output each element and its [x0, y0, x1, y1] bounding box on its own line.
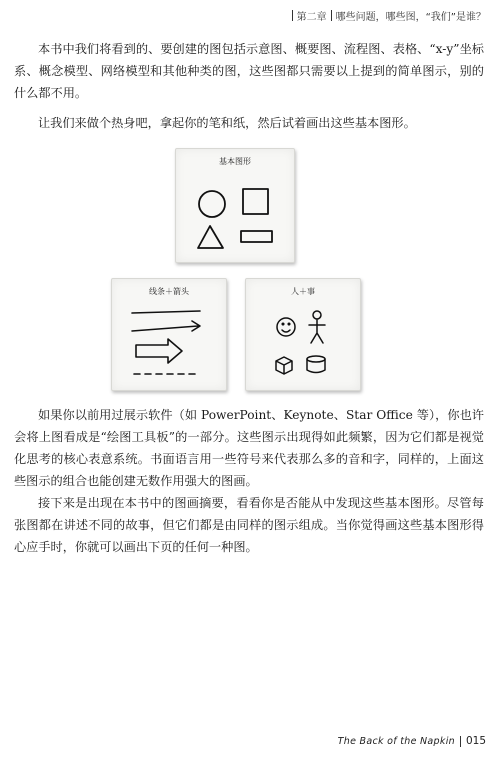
chapter-title: 哪些问题，哪些图，“我们”是谁？ — [335, 12, 486, 23]
basic-shapes-sketch — [176, 149, 294, 262]
body-paragraph: 本书中我们将看到的、要创建的图包括示意图、概要图、流程图、表格、“x-y”坐标系、概念模型、网络模型和其他种类的图，这些图都只需要以上提到的简单图示，别的什么都不用。 — [14, 42, 484, 100]
triangle-shape — [198, 226, 223, 248]
running-header — [292, 8, 486, 23]
block-arrow-sketch — [136, 339, 182, 363]
cylinder-sketch — [307, 356, 325, 373]
napkin-title: 人＋事 — [291, 287, 315, 296]
napkin-basic-shapes — [175, 148, 295, 263]
running-footer — [338, 735, 486, 747]
body-paragraph: 接下来是出现在本书中的图画摘要，看看你是否能从中发现这些基本图形。尽管每张图都在讲述不同的故事，但它们都是由同样的图示组成。当你觉得画这些基本图形得心应手时，你就可以画出下页的任何一种图。 — [14, 496, 484, 554]
header-divider — [331, 10, 332, 21]
book-title: The Back of the Napkin — [337, 735, 455, 747]
footer-divider — [460, 736, 461, 747]
rectangle-shape — [241, 231, 272, 242]
square-shape — [243, 189, 268, 214]
people-things-sketch — [246, 279, 360, 390]
napkin-people-things — [245, 278, 361, 391]
lines-arrows-sketch — [112, 279, 226, 390]
line-sketch — [132, 311, 200, 313]
body-paragraph: 如果你以前用过展示软件（如 PowerPoint、Keynote、Star Office 等），你也许会将上图看成是“绘图工具板”的一部分。这些图示出现得如此频繁，因为它们都是视觉化思考的核心表意系统。书面语言用一些符号来代表那么多的音和字，同样的，上面这些图示的组合也能创建无数作用强大的图画。 — [14, 408, 484, 488]
smiley-eye — [282, 323, 284, 325]
arrow-line-sketch — [132, 321, 200, 331]
header-divider — [292, 10, 293, 21]
napkin-lines-arrows — [111, 278, 227, 391]
smiley-face-sketch — [277, 318, 295, 336]
cube-sketch — [276, 357, 292, 374]
smiley-eye — [288, 323, 290, 325]
page-number: 015 — [465, 735, 486, 747]
chapter-label: 第二章 — [296, 12, 327, 23]
stick-figure-sketch — [309, 311, 325, 343]
circle-shape — [199, 191, 225, 217]
body-paragraph: 让我们来做个热身吧，拿起你的笔和纸，然后试着画出这些基本图形。 — [38, 116, 416, 130]
napkin-title: 线条＋箭头 — [149, 287, 189, 296]
napkin-title: 基本图形 — [219, 157, 251, 166]
